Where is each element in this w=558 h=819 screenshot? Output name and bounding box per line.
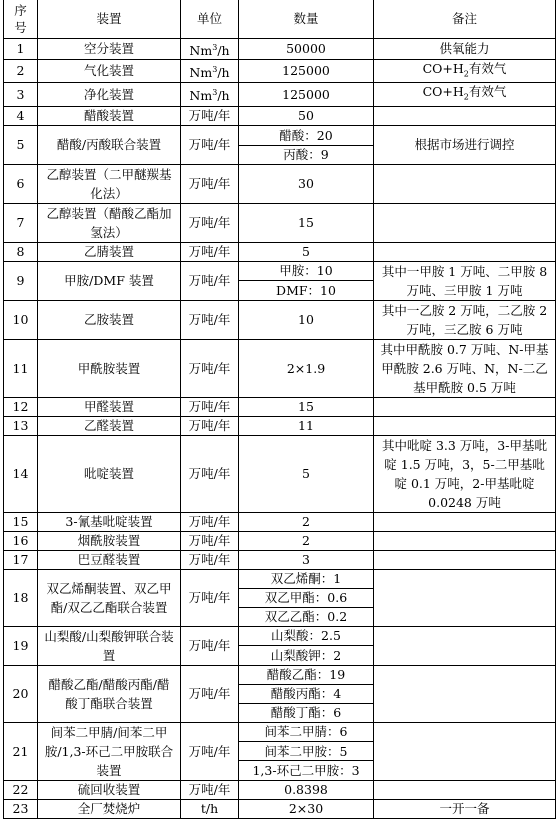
table-row [4,780,556,799]
quantity-part: 山梨酸钾：2 [239,646,374,666]
device-name: 烟酰胺装置 [38,531,181,550]
device-name: 气化装置 [38,59,181,83]
quantity-part: 醋酸：20 [239,125,374,145]
quantity-part: 双乙甲酯：0.6 [239,588,374,607]
note [374,59,556,83]
quantity-part: 甲胺：10 [239,261,374,281]
device-name: 醋酸装置 [38,106,181,125]
table-header-row [4,0,556,38]
quantity: 125000 [239,83,374,107]
table-row [4,339,556,397]
device-name: 甲酰胺装置 [38,339,181,397]
unit: 万吨/年 [181,665,239,722]
unit: t/h [181,799,239,818]
row-number: 13 [4,416,38,435]
unit-text: Nm [189,88,213,104]
note [374,242,556,261]
device-name: 醋酸乙酯/醋酸丙酯/醋酸丁酯联合装置 [38,665,181,722]
device-name: 乙腈装置 [38,242,181,261]
equipment-table [3,0,556,819]
quantity: 125000 [239,59,374,83]
unit: 万吨/年 [181,512,239,531]
quantity: 2×1.9 [239,339,374,397]
header-note: 备注 [374,0,556,38]
table-row [4,106,556,125]
row-number: 4 [4,106,38,125]
quantity: 5 [239,435,374,512]
unit: 万吨/年 [181,261,239,300]
note [374,626,556,665]
note-subscript: 2 [463,69,469,79]
unit-superscript: 3 [212,42,218,52]
note: 根据市场进行调控 [374,125,556,164]
device-name: 硫回收装置 [38,780,181,799]
row-number: 15 [4,512,38,531]
header-seq: 序号 [4,0,38,38]
row-number: 14 [4,435,38,512]
quantity: 2 [239,512,374,531]
unit [181,83,239,107]
row-number: 11 [4,339,38,397]
unit-superscript: 3 [212,88,218,98]
unit: 万吨/年 [181,242,239,261]
table-row [4,203,556,242]
note [374,397,556,416]
quantity: 2×30 [239,799,374,818]
table-row [4,164,556,203]
device-name: 双乙烯酮装置、双乙甲酯/双乙乙酯联合装置 [38,569,181,626]
device-name: 全厂焚烧炉 [38,799,181,818]
device-name: 乙胺装置 [38,300,181,339]
note-subscript: 2 [463,92,469,102]
row-number: 23 [4,799,38,818]
row-number: 21 [4,722,38,780]
row-number: 19 [4,626,38,665]
table-row [4,59,556,83]
note-text: CO+H [422,60,464,76]
unit-text: Nm [189,42,213,58]
device-name: 山梨酸/山梨酸钾联合装置 [38,626,181,665]
row-number: 2 [4,59,38,83]
note [374,106,556,125]
quantity-part: 间苯二甲胺：5 [239,741,374,760]
quantity: 5 [239,242,374,261]
note [374,780,556,799]
device-name: 乙醇装置（二甲醚羰基化法） [38,164,181,203]
unit-superscript: 3 [212,64,218,74]
unit: 万吨/年 [181,339,239,397]
unit: 万吨/年 [181,203,239,242]
note: 其中一乙胺 2 万吨，二乙胺 2 万吨，三乙胺 6 万吨 [374,300,556,339]
unit: 万吨/年 [181,435,239,512]
row-number: 10 [4,300,38,339]
header-qty: 数量 [239,0,374,38]
device-name: 间苯二甲腈/间苯二甲胺/1,3-环己二甲胺联合装置 [38,722,181,780]
quantity: 10 [239,300,374,339]
unit: 万吨/年 [181,626,239,665]
quantity: 11 [239,416,374,435]
note: 其中吡啶 3.3 万吨，3-甲基吡啶 1.5 万吨，3，5-二甲基吡啶 0.1 万吨，2-甲基吡啶 0.0248 万吨 [374,435,556,512]
note [374,203,556,242]
quantity-part: 山梨酸：2.5 [239,626,374,646]
device-name: 乙醛装置 [38,416,181,435]
quantity: 50000 [239,38,374,59]
quantity-part: 醋酸乙酯：19 [239,665,374,684]
note [374,531,556,550]
device-name: 甲胺/DMF 装置 [38,261,181,300]
table-row [4,83,556,107]
row-number: 1 [4,38,38,59]
note [374,569,556,626]
quantity-part: DMF：10 [239,281,374,301]
note: 供氧能力 [374,38,556,59]
table-row [4,626,556,646]
unit: 万吨/年 [181,164,239,203]
unit-text-suffix: /h [217,64,230,80]
table-row [4,512,556,531]
quantity-part: 双乙乙酯：0.2 [239,607,374,626]
table-row [4,435,556,512]
device-name: 净化装置 [38,83,181,107]
unit [181,38,239,59]
device-name: 甲醛装置 [38,397,181,416]
note [374,164,556,203]
row-number: 9 [4,261,38,300]
quantity-part: 间苯二甲腈：6 [239,722,374,741]
table-row [4,416,556,435]
note-text: CO+H [422,84,464,100]
note: 一开一备 [374,799,556,818]
note [374,512,556,531]
unit-text-suffix: /h [217,88,230,104]
quantity: 0.8398 [239,780,374,799]
note [374,83,556,107]
table-row [4,397,556,416]
note: 其中甲酰胺 0.7 万吨、N-甲基甲酰胺 2.6 万吨、N，N-二乙基甲酰胺 0.5 万吨 [374,339,556,397]
table-row [4,799,556,818]
device-name: 醋酸/丙酸联合装置 [38,125,181,164]
device-name: 吡啶装置 [38,435,181,512]
note [374,665,556,722]
table-row [4,38,556,59]
note-text-suffix: 有效气 [468,84,507,100]
row-number: 5 [4,125,38,164]
table-row [4,242,556,261]
quantity-part: 双乙烯酮：1 [239,569,374,588]
table-row [4,125,556,145]
unit: 万吨/年 [181,569,239,626]
row-number: 7 [4,203,38,242]
device-name: 巴豆醛装置 [38,550,181,569]
quantity: 30 [239,164,374,203]
row-number: 17 [4,550,38,569]
unit: 万吨/年 [181,550,239,569]
row-number: 22 [4,780,38,799]
unit: 万吨/年 [181,722,239,780]
note-text-suffix: 有效气 [468,60,507,76]
unit: 万吨/年 [181,106,239,125]
unit-text: Nm [189,64,213,80]
unit: 万吨/年 [181,416,239,435]
device-name: 空分装置 [38,38,181,59]
table-row [4,569,556,588]
quantity: 15 [239,397,374,416]
table-row [4,261,556,281]
unit: 万吨/年 [181,125,239,164]
unit: 万吨/年 [181,397,239,416]
row-number: 12 [4,397,38,416]
device-name: 乙醇装置（醋酸乙酯加氢法） [38,203,181,242]
note [374,416,556,435]
quantity-part: 丙酸：9 [239,145,374,164]
row-number: 20 [4,665,38,722]
device-name: 3-氰基吡啶装置 [38,512,181,531]
row-number: 16 [4,531,38,550]
unit-text-suffix: /h [217,42,230,58]
unit: 万吨/年 [181,780,239,799]
row-number: 3 [4,83,38,107]
note [374,550,556,569]
quantity-part: 醋酸丙酯：4 [239,684,374,703]
table-row [4,550,556,569]
table-row [4,300,556,339]
quantity: 3 [239,550,374,569]
table-row [4,722,556,741]
equipment-table-body [4,0,556,818]
quantity-part: 醋酸丁酯：6 [239,703,374,722]
quantity: 15 [239,203,374,242]
row-number: 8 [4,242,38,261]
row-number: 6 [4,164,38,203]
row-number: 18 [4,569,38,626]
table-row [4,531,556,550]
header-unit: 单位 [181,0,239,38]
unit [181,59,239,83]
quantity-part: 1,3-环己二甲胺：3 [239,761,374,780]
header-device: 装置 [38,0,181,38]
quantity: 50 [239,106,374,125]
unit: 万吨/年 [181,300,239,339]
note: 其中一甲胺 1 万吨、二甲胺 8 万吨、三甲胺 1 万吨 [374,261,556,300]
note [374,722,556,780]
table-row [4,665,556,684]
quantity: 2 [239,531,374,550]
unit: 万吨/年 [181,531,239,550]
